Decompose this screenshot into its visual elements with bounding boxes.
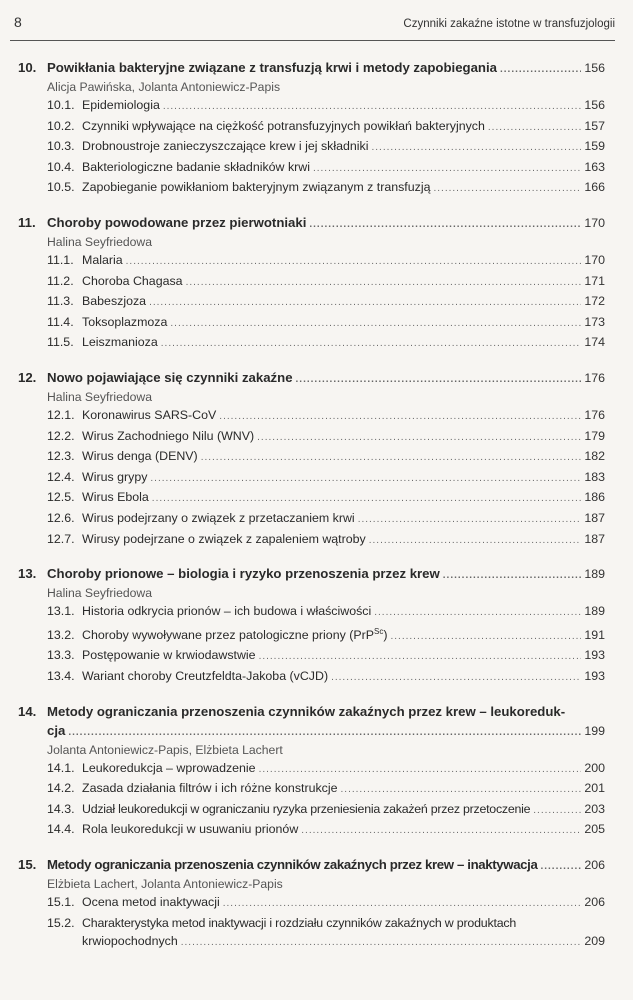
section-number: 10.3. [47, 139, 75, 154]
section-entry[interactable] [47, 313, 605, 334]
section-title-line-2: krwiopochodnych [82, 934, 178, 949]
chapter-12 [18, 368, 605, 550]
section-number: 12.1. [47, 407, 75, 422]
chapter-heading[interactable] [18, 213, 605, 234]
section-number: 12.7. [47, 531, 75, 546]
section-number: 12.4. [47, 469, 75, 484]
section-title: Wirus denga (DENV) [82, 449, 198, 464]
section-number: 10.4. [47, 159, 75, 174]
section-number: 12.3. [47, 449, 75, 464]
leader-dots [259, 761, 581, 780]
section-number: 11.3. [47, 294, 74, 309]
leader-dots [369, 532, 581, 551]
section-number: 13.3. [47, 648, 75, 663]
section-page: 172 [584, 294, 605, 309]
section-entry[interactable] [47, 447, 605, 468]
leader-dots [163, 98, 581, 117]
section-title: Drobnoustroje zanieczyszczające krew i jej składniki [82, 139, 369, 154]
chapter-number: 15. [18, 856, 37, 872]
section-page: 187 [584, 510, 605, 525]
chapter-title-line-2: cja [47, 722, 66, 738]
chapter-13 [18, 564, 605, 688]
section-page: 205 [584, 822, 605, 837]
section-page: 201 [584, 781, 605, 796]
chapter-title: Nowo pojawiające się czynniki zakaźne [47, 369, 293, 385]
leader-dots [540, 857, 581, 876]
section-page: 206 [584, 894, 605, 909]
section-entry[interactable] [47, 530, 605, 551]
section-number: 11.5. [47, 335, 74, 350]
leader-dots [433, 180, 581, 199]
section-number: 14.4. [47, 822, 75, 837]
chapter-number: 10. [18, 60, 37, 75]
page-header [14, 14, 615, 36]
section-title: Leiszmanioza [82, 335, 158, 350]
chapter-heading[interactable] [18, 564, 605, 585]
chapter-title: Metody ograniczania przenoszenia czynników zakaźnych przez krew – inaktywacja [47, 856, 538, 872]
section-entry[interactable] [47, 893, 605, 914]
chapter-page: 199 [584, 723, 605, 738]
section-entry[interactable] [47, 646, 605, 667]
section-page: 200 [584, 760, 605, 775]
section-page: 163 [584, 159, 605, 174]
section-page: 209 [584, 934, 605, 949]
leader-dots [533, 802, 581, 821]
header-rule [10, 40, 615, 41]
section-title: Zapobieganie powikłaniom bakteryjnym związanym z transfuzją [82, 180, 431, 195]
section-number: 13.4. [47, 669, 75, 683]
section-number: 12.6. [47, 510, 75, 525]
leader-dots [374, 604, 581, 623]
section-page: 174 [584, 335, 605, 350]
chapter-heading[interactable] [18, 702, 605, 721]
leader-dots [126, 253, 581, 272]
section-title-text: Choroby wywoływane przez patologiczne priony (PrP [82, 627, 375, 642]
section-entry[interactable] [47, 406, 605, 427]
leader-dots [301, 822, 581, 841]
chapter-heading[interactable] [18, 368, 605, 389]
section-page: 170 [584, 252, 605, 267]
section-number: 12.5. [47, 490, 75, 505]
section-title: Koronawirus SARS-CoV [82, 407, 217, 422]
section-entry[interactable] [47, 117, 605, 138]
leader-dots [371, 139, 581, 158]
chapter-15 [18, 855, 605, 953]
section-number: 11.4. [47, 314, 74, 329]
section-title: Postępowanie w krwiodawstwie [82, 648, 256, 663]
leader-dots [161, 335, 581, 354]
section-entry-continued[interactable] [82, 932, 605, 953]
section-number: 13.1. [47, 604, 75, 619]
section-page: 171 [584, 273, 605, 288]
chapter-10 [18, 58, 605, 199]
chapter-authors: Halina Seyfriedowa [47, 234, 153, 249]
leader-dots [186, 274, 581, 293]
section-entry[interactable] [47, 602, 605, 623]
leader-dots [358, 511, 581, 530]
table-of-contents [18, 58, 605, 967]
leader-dots [391, 628, 582, 647]
section-title: Choroba Chagasa [82, 273, 183, 288]
chapter-authors: Halina Seyfriedowa [47, 586, 153, 601]
section-title: Wariant choroby Creutzfeldta-Jakoba (vCJD) [82, 669, 329, 683]
section-entry[interactable] [47, 333, 605, 354]
leader-dots [201, 449, 581, 468]
chapter-heading[interactable] [18, 855, 605, 876]
section-title: Historia odkrycia prionów – ich budowa i właściwości [82, 604, 372, 619]
page-number: 8 [14, 14, 22, 30]
section-title: Wirus grypy [82, 469, 148, 484]
section-title: Udział leukoredukcji w ograniczaniu ryzyka przeniesienia zakażeń przez przetoczenie [82, 801, 531, 816]
section-page: 182 [584, 449, 605, 464]
section-entry[interactable] [47, 779, 605, 800]
section-entry[interactable] [47, 914, 605, 933]
section-entry[interactable] [47, 427, 605, 448]
section-entry[interactable] [47, 488, 605, 509]
chapter-14 [18, 702, 605, 841]
chapter-authors: Alicja Pawińska, Jolanta Antoniewicz-Papis [47, 80, 281, 94]
section-title: Czynniki wpływające na ciężkość potransfuzyjnych powikłań bakteryjnych [82, 118, 485, 133]
section-page: 157 [584, 118, 605, 133]
chapter-page: 156 [584, 61, 605, 75]
section-number: 11.2. [47, 273, 74, 288]
running-title: Czynniki zakaźne istotne w transfuzjologii [403, 18, 615, 30]
section-page: 187 [584, 531, 605, 546]
section-page: 173 [584, 314, 605, 329]
section-number: 15.2. [47, 915, 75, 930]
chapter-authors: Elżbieta Lachert, Jolanta Antoniewicz-Papis [47, 876, 283, 891]
leader-dots [309, 215, 581, 234]
section-number: 10.5. [47, 180, 75, 195]
leader-dots [223, 895, 581, 914]
section-entry[interactable] [47, 158, 605, 179]
leader-dots [500, 60, 581, 79]
section-entry[interactable] [47, 96, 605, 117]
section-title: Wirusy podejrzane o związek z zapaleniem wątroby [82, 531, 366, 546]
leader-dots [68, 723, 581, 742]
chapter-number: 13. [18, 566, 37, 582]
section-number: 14.3. [47, 801, 75, 816]
section-title: Rola leukoredukcji w usuwaniu prionów [82, 822, 299, 837]
section-title: Epidemiologia [82, 98, 160, 112]
section-title: Bakteriologiczne badanie składników krwi [82, 159, 310, 174]
leader-dots [341, 781, 581, 800]
section-page: 189 [584, 604, 605, 619]
chapter-number: 12. [18, 369, 37, 385]
chapter-heading-continued[interactable] [47, 721, 605, 742]
section-title: Wirus Ebola [82, 490, 149, 505]
leader-dots [443, 566, 581, 585]
chapter-heading[interactable] [18, 58, 605, 79]
section-page: 156 [584, 98, 605, 112]
chapter-number: 11. [18, 214, 36, 230]
superscript: Sc [374, 626, 384, 636]
chapter-title: Choroby prionowe – biologia i ryzyko przenoszenia przez krew [47, 566, 440, 582]
section-title: Wirus Zachodniego Nilu (WNV) [82, 428, 255, 443]
leader-dots [331, 669, 581, 688]
section-number: 14.2. [47, 781, 75, 796]
section-entry[interactable] [47, 178, 605, 199]
section-page: 179 [584, 428, 605, 443]
section-title: Wirus podejrzany o związek z przetaczaniem krwi [82, 510, 355, 525]
section-number: 10.2. [47, 118, 75, 133]
section-entry[interactable] [47, 759, 605, 780]
section-page: 191 [584, 627, 605, 642]
section-title-end: ) [383, 627, 388, 642]
section-page: 186 [584, 490, 605, 505]
section-number: 10.1. [47, 98, 75, 112]
section-title: Leukoredukcja – wprowadzenie [82, 760, 256, 775]
leader-dots [150, 470, 581, 489]
leader-dots [152, 490, 581, 509]
section-page: 193 [584, 669, 605, 683]
chapter-page: 189 [584, 567, 605, 582]
section-number: 14.1. [47, 760, 75, 775]
section-title: Zasada działania filtrów i ich różne konstrukcje [82, 781, 338, 796]
chapter-title: Powikłania bakteryjne związane z transfuzją krwi i metody zapobiegania [47, 60, 497, 75]
section-entry[interactable] [47, 251, 605, 272]
chapter-page: 170 [584, 215, 605, 230]
chapter-title: Choroby powodowane przez pierwotniaki [47, 214, 307, 230]
section-entry[interactable] [47, 272, 605, 293]
section-number: 11.1. [47, 252, 74, 267]
section-title: Toksoplazmoza [82, 314, 168, 329]
leader-dots [259, 648, 581, 667]
section-title: Malaria [82, 252, 123, 267]
section-number: 15.1. [47, 894, 75, 909]
chapter-authors: Jolanta Antoniewicz-Papis, Elżbieta Lachert [47, 742, 283, 757]
section-number: 13.2. [47, 627, 75, 642]
section-entry[interactable] [47, 623, 605, 647]
chapter-number: 14. [18, 703, 37, 719]
chapter-page: 206 [584, 857, 605, 872]
section-page: 159 [584, 139, 605, 154]
chapter-title-line-1: Metody ograniczania przenoszenia czynników zakaźnych przez krew – leukoreduk- [47, 703, 566, 719]
section-page: 166 [584, 180, 605, 195]
section-page: 183 [584, 469, 605, 484]
chapter-authors: Halina Seyfriedowa [47, 389, 153, 404]
section-entry[interactable] [47, 800, 605, 821]
leader-dots [170, 315, 581, 334]
section-number: 12.2. [47, 428, 75, 443]
section-entry[interactable] [47, 292, 605, 313]
section-title: Babeszjoza [82, 294, 147, 309]
section-page: 176 [584, 407, 605, 422]
section-title-line-1: Charakterystyka metod inaktywacji i rozdziału czynników zakaźnych w produktach [82, 915, 517, 930]
leader-dots [488, 119, 581, 138]
leader-dots [219, 408, 581, 427]
leader-dots [181, 934, 581, 953]
section-title: Ocena metod inaktywacji [82, 894, 220, 909]
leader-dots [257, 429, 581, 448]
section-entry[interactable] [47, 667, 605, 688]
leader-dots [296, 370, 581, 389]
section-page: 193 [584, 648, 605, 663]
section-entry[interactable] [47, 820, 605, 841]
section-entry[interactable] [47, 137, 605, 158]
section-entry[interactable] [47, 509, 605, 530]
section-page: 203 [584, 801, 605, 816]
chapter-page: 176 [584, 370, 605, 385]
section-entry[interactable] [47, 468, 605, 489]
leader-dots [149, 294, 581, 313]
leader-dots [313, 160, 581, 179]
section-title [82, 623, 388, 645]
chapter-11 [18, 213, 605, 354]
